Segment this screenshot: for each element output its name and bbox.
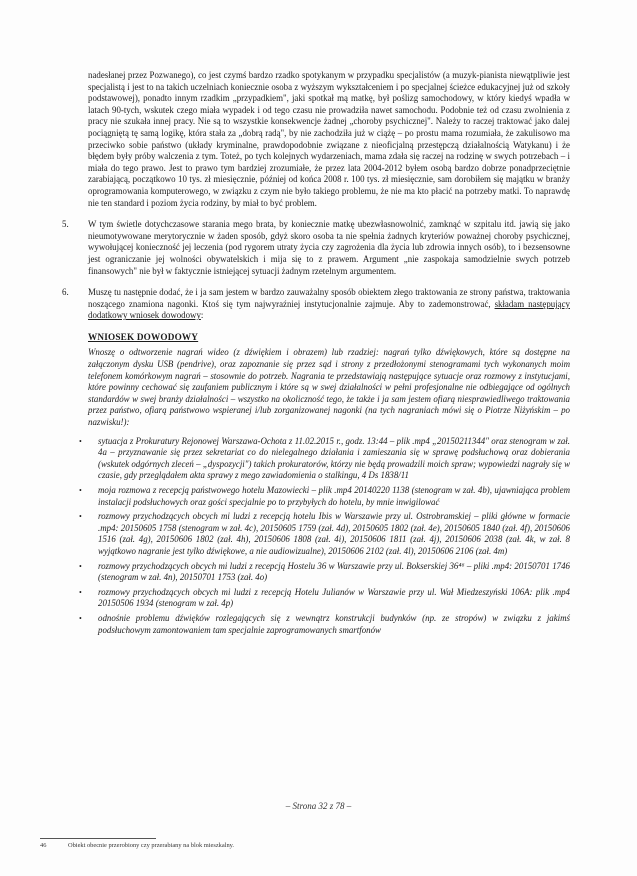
numbered-item-5 (62, 219, 570, 277)
evidence-item: • sytuacja z Prokuratury Rejonowej Warszawa-Ochota z 11.02.2015 r., godz. 13:44 – plik .mp4 „20150211344" oraz stenogram w zał. 4a – przyznawanie się przez sekretariat co do nielegalnego działania i zamieszania się w sprawę podsłuchową oraz dobierania (wskutek odgórnych zleceń – „dyspozycji") takich prokuratorów, którzy nie będą prowadzili moich spraw; wypowiedzi nagrały się w czasie, gdy przeglądałem akta sprawy z mego zawiadomienia o stalkingu, 4 Ds 1838/11 (79, 435, 570, 481)
evidence-section (79, 331, 570, 636)
bullet-icon: • (79, 561, 82, 571)
page-number: – Strona 32 z 78 – (285, 801, 352, 811)
intro-paragraph: nadesłanej przez Pozwanego), co jest czymś bardzo rzadko spotykanym w przypadku specjalistów (a muzyk-pianista niewątpliwie jest specjalistą i jest to na takich uczelniach koniecznie osoba z wyższym wykształceniem i po specjalnej ścieżce edukacyjnej już od szkoły podstawowej), ponadto innym rzadkim „przypadkiem", jaki spotkał mą matkę, był poślizg samochodowy, w który kiedyś wpadła w latach 90-tych, wskutek czego miała wypadek i od tego czasu nie prowadziła nawet samochodu. Podobnie też od czasu zwolnienia z pracy nie szukała innej pracy. Nie są to wszystkie konsekwencje żadnej „choroby psychicznej". Należy to raczej traktować jako dalej pociągniętą tę samą logikę, która stała za „dobrą radą", by nie zachodziła już w ciążę – po prostu mama rozumiała, że zakulisowo ma przeciwko sobie państwo (układy kryminalne, prawdopodobnie związane z nieoficjalną przestępczą działalnością Watykanu) i że błędem były próby walczenia z tym. Toteż, po tych kolejnych wydarzeniach, mama zdała się raczej na rodzinę w swych potrzebach – i miała do tego prawo. Jest to prawo tym bardziej zrozumiałe, że przez lata 2004-2012 byłem osobą bardzo dobrze ponadprzeciętnie zarabiającą, początkowo 10 tys. zł miesięcznie, później od końca 2008 r. 100 tys. zł miesięcznie, sam dorobiłem się majątku w branży oprogramowania komputerowego, w związku z czym nie było takiego problemu, że nie ma kto płacić na potrzeby matki. To naprawdę nie ten standard i poziom życia rodziny, by miał to być problem. (88, 70, 570, 208)
bullet-icon: • (79, 436, 82, 446)
item-text-lead: Muszę tu następnie dodać, że i ja sam jestem w bardzo zauważalny sposób obiektem złego traktowania ze strony państwa, traktowania noszącego znamiona nagonki. Ktoś się tym najwyraźniej instytucjonalnie zajmuje. Aby to zademonstrować, (88, 287, 570, 309)
numbered-item-6 (62, 287, 570, 322)
evidence-item: • rozmowy przychodzących obcych mi ludzi z recepcją Hostelu 36 w Warszawie przy ul. Bokserskiej 36⁴⁶ – pliki .mp4: 20150701 1746 (stenogram w zał. 4n), 20150701 1753 (zał. 4o) (79, 560, 570, 583)
evidence-item: • rozmowy przychodzących obcych mi ludzi z recepcją Hotelu Julianów w Warszawie przy ul. Wał Miedzeszyński 106A: plik .mp4 20150506 1934 (stenogram w zał. 4p) (79, 586, 570, 609)
evidence-lead: Wnoszę o odtworzenie nagrań wideo (z dźwiękiem i obrazem) lub rzadziej: nagrań tylko dźwiękowych, które są dostępne na załączonym dysku USB (pendrive), oraz zapoznanie się przez sąd i strony z przedłożonymi stenogramami tych wykonanych moim telefonem komórkowym nagrań – stosownie do potrzeb. Nagrania te przedstawiają następujące sytuacje oraz rozmowy z instytucjami, które powinny cechować się zaufaniem publicznym i które są w swej działalności w pełni profesjonalne nie odbiegające od ogólnych standardów w swej branży działalności – wszystko na okoliczność tego, że także i ja sam jestem ofiarą niesprawiedliwego traktowania przez państwo, ofiarą państwowo wspieranej i/lub zorganizowanej nagonki (na tych nagraniach mówi się o Piotrze Niżyńskim – po nazwisku!): (88, 347, 570, 428)
evidence-item: • moja rozmowa z recepcją państwowego hotelu Mazowiecki – plik .mp4 20140220 1138 (stenogram w zał. 4b), ujawniająca problem instalacji podsłuchowych oraz gości specjalnie po to przybyłych do hotelu, by mnie inwigilować (79, 485, 570, 507)
bullet-icon: • (79, 486, 82, 495)
item-text (88, 287, 570, 322)
evidence-item: • odnośnie problemu dźwięków rozlegających się z wewnątrz konstrukcji budynków (np. ze stropów) w związku z jakimś podsłuchowym zamontowaniem tam specjalnie zaprogramowanych smartfonów (79, 612, 570, 635)
item-text-end: : (200, 310, 204, 321)
bullet-icon: • (79, 587, 82, 597)
footnote (40, 842, 560, 850)
evidence-item: • rozmowy przychodzących obcych mi ludzi z recepcją hotelu Ibis w Warszawie przy ul. Ostrobramskiej – pliki główne w formacie .mp4: 20150605 1758 (stenogram w zał. 4c), 20150605 1759 (zał. 4d), 20150605 1802 (zał. 4e), 20150605 1840 (zał. 4f), 20150606 1516 (zał. 4g), 20150606 1802 (zał. 4h), 20150606 1808 (zał. 4i), 20150606 1811 (zał. 4j), 20150606 2038 (zał. 4k, w zał. 8 wyjątkowo nagranie jest tylko dźwiękowe, a nie audiowizualne), 20150606 2102 (zał. 4l), 20150606 2106 (zał. 4m) (79, 511, 570, 556)
bullet-icon: • (79, 512, 82, 522)
item-number: 6. (62, 287, 69, 298)
evidence-heading: WNIOSEK DOWODOWY (88, 331, 199, 342)
evidence-list (79, 435, 570, 637)
footnote-text: Obiekt obecnie przerobiony czy przerabiany na blok mieszkalny. (68, 842, 235, 849)
footnote-divider (40, 838, 156, 839)
document-body (62, 70, 570, 639)
item-number: 5. (62, 219, 69, 230)
item-text: W tym świetle dotychczasowe starania mego brata, by koniecznie matkę ubezwłasnowolnić, zamknąć w szpitalu itd. jawią się jako nieumotywowane merytorycznie w żaden sposób, gdyż skoro osoba ta nie spełnia żadnych kryteriów poważnej choroby psychicznej, wywołującej konieczność jej leczenia (pod rygorem utraty życia czy zagrożenia dla życia lub zdrowia innych osób), to i bezsensowne jest ograniczanie jej wolności obywatelskich i mija się to z prawem. Argument „nie zaspokaja samodzielnie swych potrzeb finansowych" nie był w faktycznie istniejącej sytuacji żadnym rzetelnym argumentem. (88, 219, 570, 276)
footnote-number: 46 (40, 842, 47, 849)
item-text-underlined: składam następujący dodatkowy wniosek dowodowy (88, 298, 570, 321)
bullet-icon: • (79, 613, 82, 623)
